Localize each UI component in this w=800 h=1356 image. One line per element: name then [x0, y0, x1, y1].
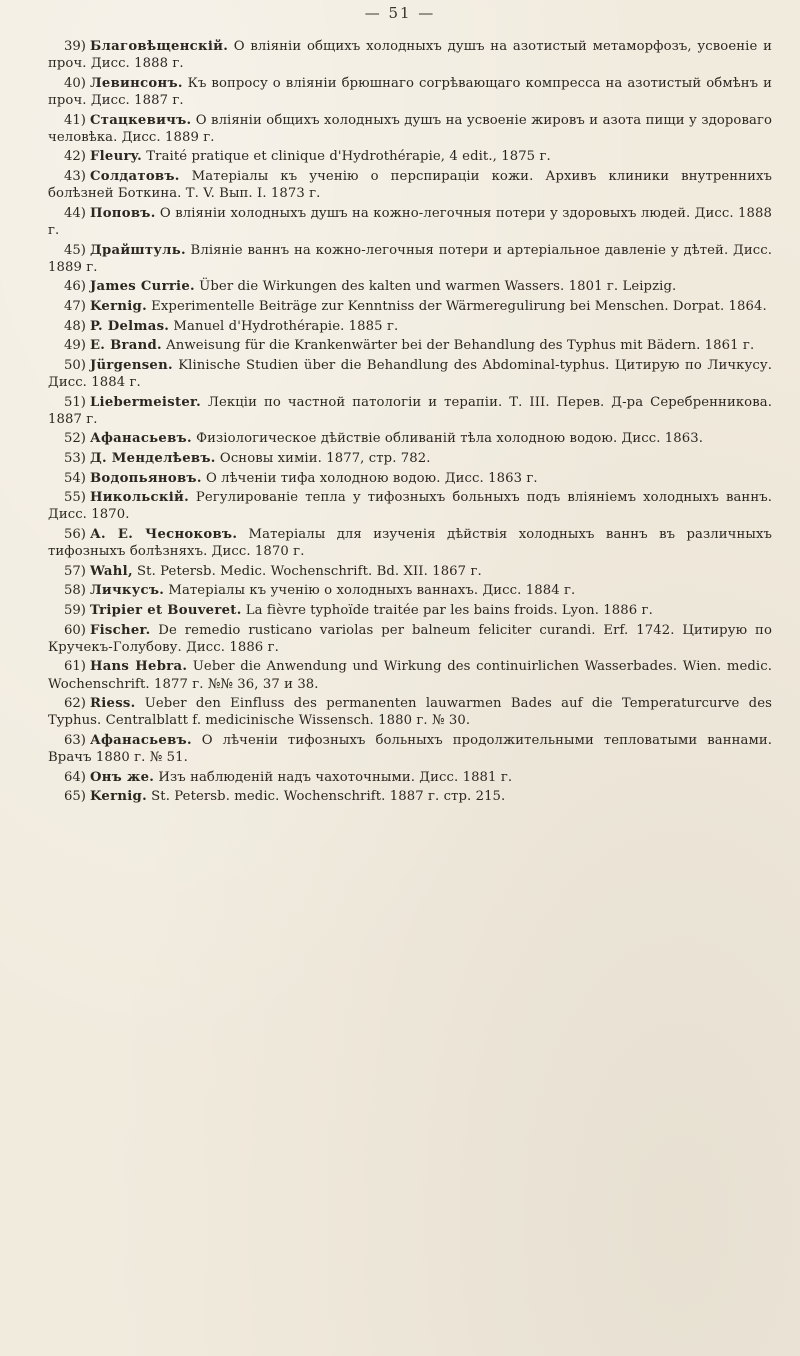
reference-author: Riess. [89, 696, 136, 712]
reference-author: Jürgensen. [89, 357, 173, 373]
page-number: — 51 — [364, 4, 436, 22]
reference-item [48, 450, 772, 467]
reference-number: 45) [64, 242, 86, 258]
reference-item [48, 430, 772, 447]
reference-author: Левинсонъ. [89, 75, 183, 91]
reference-list [48, 38, 772, 808]
reference-item [48, 38, 772, 72]
reference-number: 61) [64, 659, 86, 675]
reference-number: 58) [64, 583, 86, 599]
reference-text: О лѣченіи тифа холодною водою. Дисс. 1863 г. [205, 470, 538, 486]
reference-item [48, 788, 772, 805]
reference-text: Ueber den Einfluss des permanenten lauwarmen Bades auf die Temperaturcurve des Typhus. Centralblatt f. medicinische Wissensch. 1880 г. № 30. [48, 696, 772, 729]
reference-number: 44) [64, 205, 86, 221]
reference-author: Личкусъ. [89, 583, 165, 599]
reference-text: Основы химіи. 1877, стр. 782. [219, 450, 431, 466]
reference-item [48, 242, 772, 276]
reference-text: О вліяніи общихъ холодныхъ душъ на азотистый метаморфозъ, усвоеніе и проч. Дисс. 1888 г. [48, 39, 772, 72]
reference-item [48, 602, 772, 619]
reference-number: 41) [64, 112, 86, 128]
reference-number: 47) [64, 298, 86, 314]
reference-author: Стацкевичъ. [89, 112, 192, 128]
reference-number: 65) [64, 789, 86, 805]
reference-item [48, 658, 772, 692]
reference-number: 51) [64, 394, 86, 410]
reference-text: Anweisung für die Krankenwärter bei der Behandlung des Typhus mit Bädern. 1861 г. [166, 338, 755, 354]
reference-text: Изъ наблюденій надъ чахоточными. Дисс. 1881 г. [158, 769, 513, 785]
reference-number: 57) [64, 563, 86, 579]
reference-author: Д. Менделѣевъ. [89, 450, 216, 466]
reference-text: St. Petersb. medic. Wochenschrift. 1887 г. стр. 215. [151, 789, 506, 805]
reference-number: 54) [64, 470, 86, 486]
reference-item [48, 582, 772, 599]
reference-number: 64) [64, 769, 86, 785]
reference-text: О лѣченіи тифозныхъ больныхъ продолжительными тепловатыми ваннами. Врачъ 1880 г. № 51. [48, 732, 772, 766]
reference-text: Регулированіе тепла у тифозныхъ больныхъ подъ вліяніемъ холодныхъ ваннъ. Дисс. 1870. [48, 490, 772, 523]
reference-item [48, 526, 772, 560]
reference-author: Tripier et Bouveret. [89, 602, 242, 618]
reference-author: Онъ же. [89, 769, 155, 785]
reference-number: 63) [64, 732, 86, 748]
reference-author: James Currie. [89, 279, 195, 295]
reference-text: Traité pratique et clinique d'Hydrothérapie, 4 edit., 1875 г. [146, 149, 551, 165]
reference-text: Матеріалы къ ученію о холодныхъ ваннахъ. Дисс. 1884 г. [168, 583, 576, 599]
reference-number: 43) [64, 168, 86, 184]
reference-author: Драйштуль. [89, 242, 186, 258]
reference-author: Kernig. [89, 789, 147, 805]
reference-author: Благовѣщенскій. [89, 39, 229, 54]
reference-author: А. Е. Чесноковъ. [89, 526, 238, 542]
reference-author: Водопьяновъ. [89, 470, 202, 486]
reference-text: Лекціи по частной патологіи и терапіи. Т. III. Перев. Д-ра Серебренникова. 1887 г. [48, 394, 773, 427]
reference-author: Солдатовъ. [89, 168, 180, 184]
reference-item [48, 75, 772, 109]
reference-item [48, 148, 772, 165]
reference-author: Афанасьевъ. [89, 732, 192, 748]
reference-number: 42) [64, 149, 86, 165]
reference-item [48, 622, 772, 656]
reference-author: Wahl, [89, 563, 133, 579]
reference-text: Матеріалы къ ученію о перспираціи кожи. Архивъ клиники внутреннихъ болѣзней Боткина. Т. V. Вып. I. 1873 г. [48, 168, 772, 202]
reference-item [48, 470, 772, 487]
reference-author: Hans Hebra. [89, 659, 188, 675]
reference-number: 49) [64, 338, 86, 354]
reference-item [48, 357, 772, 391]
reference-text: Матеріалы для изученія дѣйствія холодныхъ ваннъ въ различныхъ тифозныхъ болѣзняхъ. Дисс. 1870 г. [48, 526, 772, 560]
reference-text: О вліяніи холодныхъ душъ на кожно-легочныя потери у здоровыхъ людей. Дисс. 1888 г. [48, 205, 773, 238]
reference-text: St. Petersb. Medic. Wochenschrift. Bd. XII. 1867 г. [137, 563, 482, 579]
reference-item [48, 695, 772, 729]
reference-item [48, 298, 772, 315]
reference-text: Über die Wirkungen des kalten und warmen Wassers. 1801 г. Leipzig. [199, 279, 677, 295]
reference-item [48, 337, 772, 354]
reference-text: Физіологическое дѣйствіе обливаній тѣла холодною водою. Дисс. 1863. [196, 431, 704, 447]
reference-author: Афанасьевъ. [89, 431, 192, 447]
reference-item [48, 563, 772, 580]
reference-text: La fièvre typhoïde traitée par les bains froids. Lyon. 1886 г. [245, 602, 653, 618]
reference-number: 59) [64, 602, 86, 618]
reference-author: Никольскій. [89, 490, 189, 506]
reference-item [48, 489, 772, 523]
reference-number: 39) [64, 39, 86, 54]
reference-author: E. Brand. [89, 338, 162, 354]
reference-number: 55) [64, 490, 86, 506]
reference-author: Fischer. [89, 622, 151, 638]
reference-text: De remedio rusticano variolas per balneum feliciter curandi. Erf. 1742. Цитирую по Кручекъ-Голубову. Дисс. 1886 г. [48, 622, 772, 655]
reference-text: Вліяніе ваннъ на кожно-легочныя потери и артеріальное давленіе у дѣтей. Дисс. 1889 г. [48, 242, 772, 275]
reference-item [48, 394, 772, 428]
reference-number: 53) [64, 450, 86, 466]
reference-text: Къ вопросу о вліяніи брюшнаго согрѣвающаго компресса на азотистый обмѣнъ и проч. Дисс. 1887 г. [48, 75, 772, 108]
reference-item [48, 318, 772, 335]
reference-number: 62) [64, 696, 86, 712]
reference-item [48, 112, 772, 146]
reference-text: Ueber die Anwendung und Wirkung des continuirlichen Wasserbades. Wien. medic. Wochenschrift. 1877 г. №№ 36, 37 и 38. [48, 659, 772, 692]
reference-author: Kernig. [89, 298, 147, 314]
reference-text: Klinische Studien über die Behandlung des Abdominal-typhus. Цитирую по Личкусу. Дисс. 1884 г. [48, 357, 772, 390]
reference-author: Fleury. [89, 149, 143, 165]
reference-text: Experimentelle Beiträge zur Kenntniss der Wärmeregulirung bei Menschen. Dorpat. 1864. [151, 298, 767, 314]
reference-text: Manuel d'Hydrothérapie. 1885 г. [173, 318, 399, 334]
reference-author: Поповъ. [89, 205, 156, 221]
reference-number: 48) [64, 318, 86, 334]
reference-item [48, 278, 772, 295]
reference-author: P. Delmas. [89, 318, 170, 334]
reference-item [48, 769, 772, 786]
reference-item [48, 205, 772, 239]
reference-number: 56) [64, 526, 86, 542]
reference-text: О вліяніи общихъ холодныхъ душъ на усвоеніе жировъ и азота пищи у здороваго человѣка. Дисс. 1889 г. [48, 112, 772, 145]
reference-number: 52) [64, 431, 86, 447]
reference-item [48, 168, 772, 202]
reference-number: 40) [64, 75, 86, 91]
reference-number: 50) [64, 357, 86, 373]
reference-author: Liebermeister. [89, 394, 201, 410]
reference-number: 60) [64, 622, 86, 638]
reference-number: 46) [64, 279, 86, 295]
reference-item [48, 732, 772, 766]
